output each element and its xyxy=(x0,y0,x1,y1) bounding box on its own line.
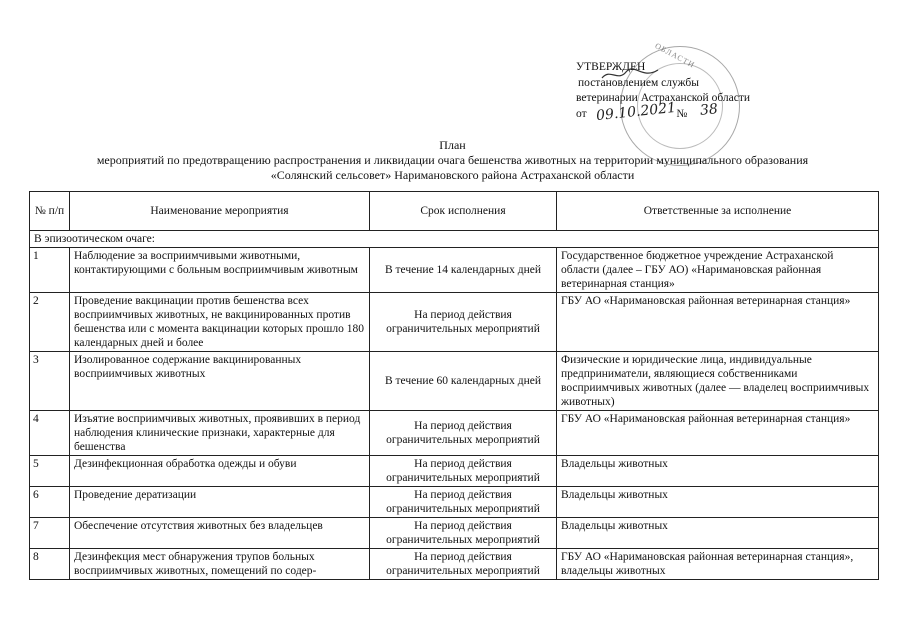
row-responsible: Владельцы животных xyxy=(557,518,879,549)
approval-date-prefix: от xyxy=(576,107,587,120)
approval-number-label: № xyxy=(676,107,688,120)
approval-authority: ветеринарии Астраханской области xyxy=(576,92,751,104)
table-row xyxy=(30,518,879,549)
row-num: 5 xyxy=(30,456,70,487)
table-row xyxy=(30,293,879,352)
table-row xyxy=(30,487,879,518)
table-header-row xyxy=(30,192,879,231)
row-responsible: ГБУ АО «Наримановская районная ветеринарная станция» xyxy=(557,411,879,456)
row-responsible: ГБУ АО «Наримановская районная ветеринарная станция», владельцы животных xyxy=(557,549,879,580)
row-num: 2 xyxy=(30,293,70,352)
document-title xyxy=(0,138,905,183)
row-term: На период действия ограничительных мероприятий xyxy=(370,456,557,487)
header-name: Наименование мероприятия xyxy=(70,192,370,231)
row-num: 1 xyxy=(30,248,70,293)
row-num: 6 xyxy=(30,487,70,518)
title-territory: «Солянский сельсовет» Наримановского района Астраханской области xyxy=(270,168,635,182)
row-term: На период действия ограничительных мероприятий xyxy=(370,293,557,352)
row-name: Проведение вакцинации против бешенства всех восприимчивых животных, не вакцинированных против бешенства или с момента вакцинации которых прошло 180 календарных дней и более xyxy=(70,293,370,352)
table-row xyxy=(30,456,879,487)
row-name: Проведение дератизации xyxy=(70,487,370,518)
title-subject: мероприятий по предотвращению распространения и ликвидации очага бешенства животных на территории муниципального образования xyxy=(96,153,809,167)
header-term: Срок исполнения xyxy=(370,192,557,231)
header-responsible: Ответственные за исполнение xyxy=(557,192,879,231)
table-row xyxy=(30,549,879,580)
row-term: В течение 60 календарных дней xyxy=(370,352,557,411)
table-row xyxy=(30,248,879,293)
row-term: На период действия ограничительных мероприятий xyxy=(370,549,557,580)
row-name: Дезинфекционная обработка одежды и обуви xyxy=(70,456,370,487)
row-num: 3 xyxy=(30,352,70,411)
approval-title: УТВЕРЖДЕН xyxy=(576,61,646,73)
row-responsible: Владельцы животных xyxy=(557,456,879,487)
approval-resolution: постановлением службы xyxy=(578,76,699,89)
header-num: № п/п xyxy=(30,192,70,231)
row-num: 8 xyxy=(30,549,70,580)
row-term: На период действия ограничительных мероприятий xyxy=(370,411,557,456)
row-name: Изъятие восприимчивых животных, проявивших в период наблюдения клинические признаки, характерные для бешенства xyxy=(70,411,370,456)
approval-date-handwritten: 09.10.2021 xyxy=(595,99,677,125)
title-plan: План xyxy=(439,138,466,152)
row-term: В течение 14 календарных дней xyxy=(370,248,557,293)
stamp-text: ОБЛАСТИ xyxy=(653,41,697,70)
row-responsible: ГБУ АО «Наримановская районная ветеринарная станция» xyxy=(557,293,879,352)
row-name: Дезинфекция мест обнаружения трупов больных восприимчивых животных, помещений по содер- xyxy=(70,549,370,580)
row-num: 7 xyxy=(30,518,70,549)
approval-number-handwritten: 38 xyxy=(699,101,719,119)
section-row xyxy=(30,231,879,248)
row-responsible: Государственное бюджетное учреждение Астраханской области (далее – ГБУ АО) «Наримановская районная ветеринарная станция» xyxy=(557,248,879,293)
row-name: Наблюдение за восприимчивыми животными, контактирующими с больным восприимчивым животным xyxy=(70,248,370,293)
row-responsible: Владельцы животных xyxy=(557,487,879,518)
row-term: На период действия ограничительных мероприятий xyxy=(370,518,557,549)
section-label: В эпизоотическом очаге: xyxy=(30,231,879,248)
table-row xyxy=(30,411,879,456)
table-row xyxy=(30,352,879,411)
row-num: 4 xyxy=(30,411,70,456)
row-term: На период действия ограничительных мероприятий xyxy=(370,487,557,518)
row-responsible: Физические и юридические лица, индивидуальные предприниматели, являющиеся собственниками восприимчивых животных (далее — владелец восприимчивых животных) xyxy=(557,352,879,411)
row-name: Изолированное содержание вакцинированных восприимчивых животных xyxy=(70,352,370,411)
measures-table xyxy=(29,191,879,580)
row-name: Обеспечение отсутствия животных без владельцев xyxy=(70,518,370,549)
